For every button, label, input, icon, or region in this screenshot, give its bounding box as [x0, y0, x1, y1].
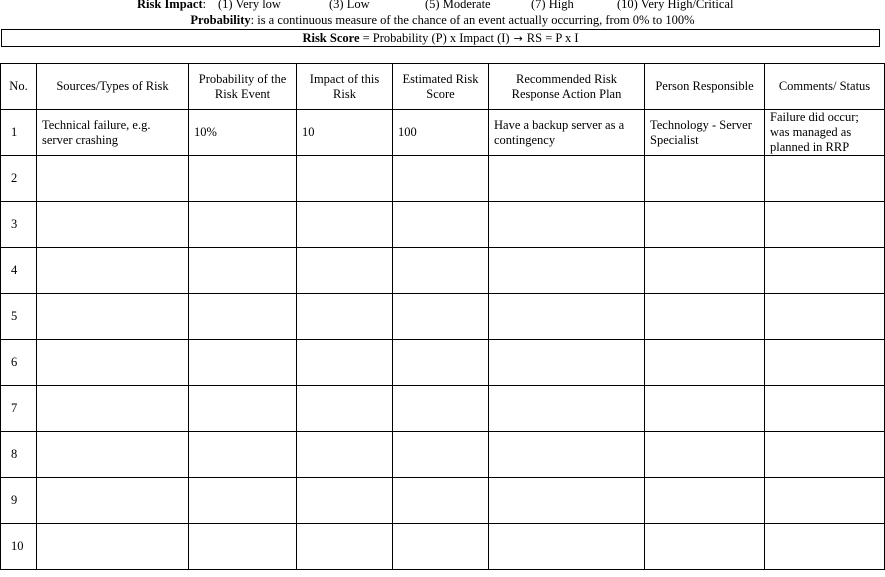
action-plan-cell — [489, 248, 645, 294]
row-number: 10 — [1, 524, 37, 570]
header-comments-label: Comments/ Status — [778, 79, 871, 93]
risk-score-label: Risk Score — [302, 31, 360, 45]
comments-cell — [765, 432, 885, 478]
action-plan-cell — [489, 478, 645, 524]
probability-text: : is a continuous measure of the chance of an event actually occurring, from 0% to 100% — [250, 13, 695, 27]
person-responsible-cell — [645, 248, 765, 294]
table-row — [1, 294, 885, 340]
header-action-plan — [489, 64, 645, 110]
person-responsible-cell-text: Technology - Server Specialist — [650, 117, 752, 147]
risk-impact-legend: Risk Impact: (1) Very low (3) Low (5) Moderate (7) High (10) Very High/Critical — [0, 0, 885, 11]
row-number: 8 — [1, 432, 37, 478]
comments-cell — [765, 202, 885, 248]
action-plan-cell — [489, 110, 645, 156]
risk-score-formula: RS = P x I — [526, 31, 579, 45]
row-number: 5 — [1, 294, 37, 340]
person-responsible-cell — [645, 294, 765, 340]
probability-cell — [189, 386, 297, 432]
risk-score-cell — [393, 478, 489, 524]
risk-source-cell — [37, 294, 189, 340]
header-impact-label: Impact of this Risk — [309, 71, 380, 101]
impact-cell — [297, 202, 393, 248]
impact-cell — [297, 478, 393, 524]
probability-cell — [189, 432, 297, 478]
person-responsible-cell — [645, 386, 765, 432]
row-number: 4 — [1, 248, 37, 294]
risk-source-cell — [37, 478, 189, 524]
risk-score-cell — [393, 340, 489, 386]
comments-cell — [765, 294, 885, 340]
impact-level-moderate: (5) Moderate — [425, 0, 491, 11]
row-number: 9 — [1, 478, 37, 524]
header-impact — [297, 64, 393, 110]
header-probability-label: Probability of the Risk Event — [198, 71, 287, 101]
table-row — [1, 110, 885, 156]
risk-register-table — [0, 63, 885, 570]
risk-source-cell — [37, 432, 189, 478]
probability-cell — [189, 156, 297, 202]
table-row — [1, 478, 885, 524]
header-sources — [37, 64, 189, 110]
risk-score-cell — [393, 294, 489, 340]
table-row — [1, 156, 885, 202]
risk-source-cell — [37, 524, 189, 570]
header-action-plan-label: Recommended Risk Response Action Plan — [511, 71, 622, 101]
table-row — [1, 340, 885, 386]
risk-score-cell — [393, 156, 489, 202]
impact-cell — [297, 110, 393, 156]
risk-score-cell-text: 100 — [398, 125, 417, 139]
impact-cell-text: 10 — [302, 125, 315, 139]
comments-cell — [765, 110, 885, 156]
risk-source-cell — [37, 156, 189, 202]
risk-impact-label: Risk Impact — [137, 0, 203, 11]
header-person-label: Person Responsible — [655, 79, 754, 93]
table-header-row — [1, 64, 885, 110]
risk-score-cell — [393, 248, 489, 294]
action-plan-cell — [489, 386, 645, 432]
probability-definition — [0, 13, 885, 27]
header-person — [645, 64, 765, 110]
comments-cell — [765, 478, 885, 524]
risk-score-cell — [393, 524, 489, 570]
action-plan-cell — [489, 156, 645, 202]
header-no — [1, 64, 37, 110]
table-row — [1, 248, 885, 294]
impact-cell — [297, 432, 393, 478]
probability-cell — [189, 340, 297, 386]
probability-cell — [189, 248, 297, 294]
comments-cell — [765, 340, 885, 386]
person-responsible-cell — [645, 432, 765, 478]
risk-score-cell — [393, 110, 489, 156]
risk-score-text: = Probability (P) x Impact (I) — [359, 31, 510, 45]
impact-cell — [297, 524, 393, 570]
row-number: 2 — [1, 156, 37, 202]
impact-cell — [297, 386, 393, 432]
header-comments — [765, 64, 885, 110]
person-responsible-cell — [645, 340, 765, 386]
table-row — [1, 432, 885, 478]
probability-cell — [189, 294, 297, 340]
action-plan-cell — [489, 432, 645, 478]
row-number: 3 — [1, 202, 37, 248]
impact-level-low: (3) Low — [329, 0, 370, 11]
action-plan-cell — [489, 524, 645, 570]
row-number: 7 — [1, 386, 37, 432]
comments-cell — [765, 248, 885, 294]
risk-score-cell — [393, 432, 489, 478]
risk-source-cell — [37, 202, 189, 248]
person-responsible-cell — [645, 110, 765, 156]
impact-level-critical: (10) Very High/Critical — [617, 0, 734, 11]
person-responsible-cell — [645, 524, 765, 570]
table-body — [1, 110, 885, 570]
risk-source-cell-text: Technical failure, e.g. server crashing — [42, 117, 151, 147]
probability-cell-text: 10% — [194, 125, 217, 139]
header-score — [393, 64, 489, 110]
impact-cell — [297, 156, 393, 202]
header-sources-label: Sources/Types of Risk — [56, 79, 169, 93]
table-row — [1, 386, 885, 432]
person-responsible-cell — [645, 202, 765, 248]
risk-source-cell — [37, 110, 189, 156]
person-responsible-cell — [645, 478, 765, 524]
risk-source-cell — [37, 386, 189, 432]
probability-cell — [189, 524, 297, 570]
risk-source-cell — [37, 248, 189, 294]
risk-score-formula-box — [1, 29, 880, 47]
comments-cell — [765, 386, 885, 432]
risk-source-cell — [37, 340, 189, 386]
comments-cell — [765, 156, 885, 202]
row-number: 6 — [1, 340, 37, 386]
comments-cell-text: Failure did occur; was managed as planned in RRP — [770, 110, 859, 154]
probability-cell — [189, 202, 297, 248]
header-probability — [189, 64, 297, 110]
risk-score-cell — [393, 386, 489, 432]
right-arrow-icon: → — [513, 32, 523, 45]
probability-cell — [189, 110, 297, 156]
impact-level-very-low: (1) Very low — [218, 0, 281, 11]
impact-cell — [297, 340, 393, 386]
impact-cell — [297, 294, 393, 340]
probability-cell — [189, 478, 297, 524]
action-plan-cell-text: Have a backup server as a contingency — [494, 117, 625, 147]
person-responsible-cell — [645, 156, 765, 202]
action-plan-cell — [489, 340, 645, 386]
comments-cell — [765, 524, 885, 570]
risk-score-cell — [393, 202, 489, 248]
table-row — [1, 524, 885, 570]
impact-level-high: (7) High — [531, 0, 574, 11]
header-score-label: Estimated Risk Score — [402, 71, 479, 101]
action-plan-cell — [489, 202, 645, 248]
impact-cell — [297, 248, 393, 294]
table-row — [1, 202, 885, 248]
probability-label: Probability — [190, 13, 251, 27]
action-plan-cell — [489, 294, 645, 340]
header-no-label: No. — [9, 79, 28, 93]
row-number: 1 — [1, 110, 37, 156]
